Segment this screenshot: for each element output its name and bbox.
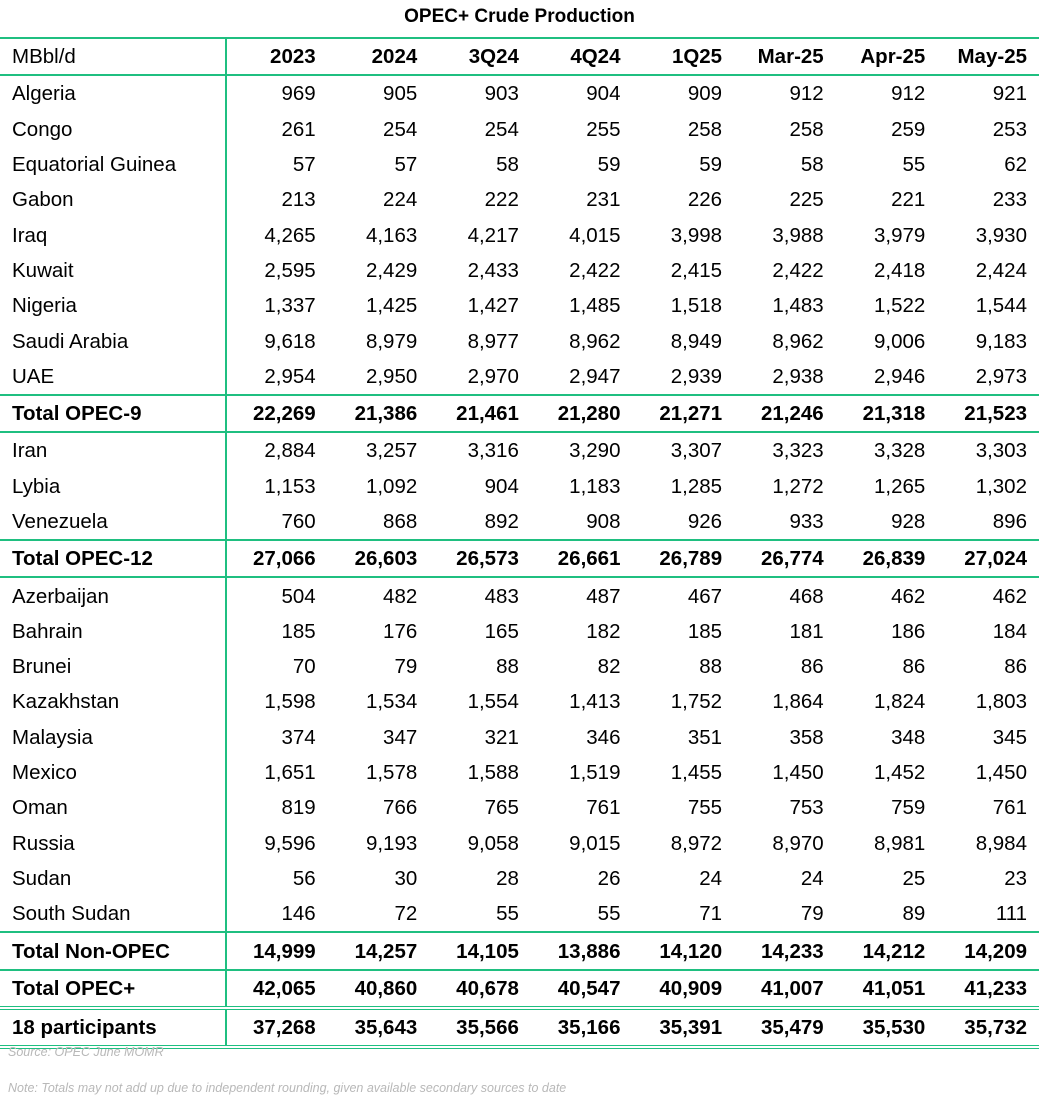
table-cell: 3,316 bbox=[467, 439, 519, 463]
table-row bbox=[0, 75, 1039, 111]
table-cell: 1,413 bbox=[569, 690, 621, 714]
table-cell: 1,450 bbox=[772, 761, 824, 785]
table-row bbox=[0, 826, 1039, 861]
table-cell: 181 bbox=[789, 619, 824, 643]
table-cell: 26,603 bbox=[328, 540, 430, 577]
table-cell: 819 bbox=[281, 796, 316, 820]
table-cell: 14,233 bbox=[734, 932, 836, 969]
table-cell: 35,643 bbox=[328, 1008, 430, 1047]
table-cell: 86 bbox=[1004, 655, 1027, 679]
table-cell: 462 bbox=[992, 584, 1027, 608]
row-label: Iraq bbox=[0, 217, 226, 252]
table-cell: 8,981 bbox=[874, 831, 926, 855]
table-row bbox=[0, 469, 1039, 504]
table-cell: 1,534 bbox=[365, 690, 418, 714]
table-cell: 1,450 bbox=[975, 761, 1027, 785]
row-label: 18 participants bbox=[0, 1008, 226, 1047]
table-title: OPEC+ Crude Production bbox=[404, 6, 635, 27]
table-cell: 254 bbox=[484, 117, 519, 141]
table-cell: 184 bbox=[992, 619, 1027, 643]
table-cell: 1,092 bbox=[365, 474, 418, 498]
table-cell: 1,272 bbox=[772, 474, 824, 498]
table-cell: 2,433 bbox=[467, 258, 519, 282]
table-cell: 928 bbox=[891, 510, 926, 533]
table-cell: 14,212 bbox=[836, 932, 938, 969]
table-cell: 1,824 bbox=[874, 690, 926, 714]
table-cell: 22,269 bbox=[226, 395, 328, 432]
table-cell: 1,455 bbox=[670, 761, 723, 785]
table-cell: 468 bbox=[789, 584, 824, 608]
table-cell: 9,183 bbox=[975, 329, 1027, 353]
table-cell: 1,803 bbox=[975, 690, 1027, 714]
footnote: Note: Totals may not add up due to independent rounding, given available secondary sources to date bbox=[8, 1081, 567, 1095]
table-cell: 1,544 bbox=[975, 294, 1027, 318]
table-cell: 261 bbox=[281, 117, 316, 141]
table-cell: 1,522 bbox=[874, 294, 926, 318]
table-cell: 2,947 bbox=[569, 364, 621, 388]
row-label: Azerbaijan bbox=[0, 577, 226, 613]
table-cell: 57 bbox=[292, 153, 316, 177]
table-cell: 1,427 bbox=[467, 294, 519, 318]
table-cell: 1,265 bbox=[874, 474, 926, 498]
table-cell: 13,886 bbox=[531, 932, 633, 969]
table-cell: 8,962 bbox=[569, 329, 621, 353]
production-table bbox=[0, 37, 1039, 1049]
table-cell: 26 bbox=[597, 866, 621, 890]
table-cell: 79 bbox=[394, 655, 418, 679]
table-cell: 35,530 bbox=[836, 1008, 938, 1047]
row-label: Russia bbox=[0, 826, 226, 861]
table-cell: 58 bbox=[800, 153, 824, 177]
table-cell: 82 bbox=[597, 655, 621, 679]
table-cell: 259 bbox=[891, 117, 926, 141]
table-cell: 2,595 bbox=[264, 258, 316, 282]
table-cell: 3,323 bbox=[772, 439, 824, 463]
table-cell: 3,307 bbox=[670, 439, 723, 463]
table-cell: 40,547 bbox=[531, 970, 633, 1008]
column-header: May-25 bbox=[937, 38, 1039, 75]
table-cell: 1,483 bbox=[772, 294, 824, 318]
row-label: Brunei bbox=[0, 649, 226, 684]
table-cell: 3,979 bbox=[874, 223, 926, 247]
table-cell: 3,257 bbox=[365, 439, 418, 463]
table-cell: 2,422 bbox=[569, 258, 621, 282]
table-cell: 9,015 bbox=[569, 831, 621, 855]
table-cell: 351 bbox=[687, 725, 723, 749]
table-cell: 2,970 bbox=[467, 364, 519, 388]
total-row bbox=[0, 1008, 1039, 1047]
table-cell: 40,860 bbox=[328, 970, 430, 1008]
table-cell: 348 bbox=[891, 725, 926, 749]
table-cell: 9,193 bbox=[365, 831, 418, 855]
table-cell: 35,479 bbox=[734, 1008, 836, 1047]
table-row bbox=[0, 112, 1039, 147]
table-cell: 26,573 bbox=[429, 540, 531, 577]
table-cell: 14,257 bbox=[328, 932, 430, 969]
table-cell: 904 bbox=[586, 82, 621, 106]
table-cell: 912 bbox=[789, 82, 824, 106]
table-cell: 86 bbox=[902, 655, 926, 679]
table-cell: 35,166 bbox=[531, 1008, 633, 1047]
table-row bbox=[0, 217, 1039, 252]
table-cell: 72 bbox=[394, 902, 418, 926]
table-cell: 27,024 bbox=[937, 540, 1039, 577]
table-cell: 41,233 bbox=[937, 970, 1039, 1008]
row-label: Oman bbox=[0, 790, 226, 825]
table-row bbox=[0, 504, 1039, 540]
table-cell: 71 bbox=[699, 902, 723, 926]
table-row bbox=[0, 684, 1039, 719]
table-cell: 24 bbox=[800, 866, 824, 890]
table-row bbox=[0, 790, 1039, 825]
table-cell: 37,268 bbox=[226, 1008, 328, 1047]
table-cell: 347 bbox=[383, 725, 418, 749]
table-cell: 3,290 bbox=[569, 439, 621, 463]
table-cell: 1,519 bbox=[569, 761, 621, 785]
table-cell: 1,651 bbox=[264, 761, 316, 785]
table-row bbox=[0, 288, 1039, 323]
table-cell: 487 bbox=[586, 584, 621, 608]
table-cell: 892 bbox=[484, 510, 519, 533]
table-cell: 185 bbox=[687, 619, 723, 643]
table-cell: 57 bbox=[394, 153, 418, 177]
table-cell: 224 bbox=[383, 188, 418, 212]
table-cell: 759 bbox=[891, 796, 926, 820]
table-cell: 462 bbox=[891, 584, 926, 608]
column-header: 3Q24 bbox=[429, 38, 531, 75]
table-cell: 969 bbox=[281, 82, 316, 106]
table-cell: 8,984 bbox=[975, 831, 1027, 855]
table-cell: 58 bbox=[496, 153, 519, 177]
row-label: Equatorial Guinea bbox=[0, 147, 226, 182]
table-cell: 226 bbox=[687, 188, 723, 212]
table-cell: 221 bbox=[891, 188, 926, 212]
table-cell: 9,006 bbox=[874, 329, 926, 353]
table-row bbox=[0, 432, 1039, 468]
table-cell: 24 bbox=[699, 866, 723, 890]
table-cell: 35,732 bbox=[937, 1008, 1039, 1047]
table-cell: 176 bbox=[383, 619, 418, 643]
table-cell: 4,015 bbox=[569, 223, 621, 247]
table-cell: 896 bbox=[992, 510, 1027, 533]
table-cell: 2,424 bbox=[975, 258, 1027, 282]
column-header: 2023 bbox=[226, 38, 328, 75]
table-cell: 56 bbox=[292, 866, 316, 890]
table-cell: 1,554 bbox=[467, 690, 519, 714]
table-cell: 21,318 bbox=[836, 395, 938, 432]
table-cell: 21,246 bbox=[734, 395, 836, 432]
column-header: 1Q25 bbox=[632, 38, 734, 75]
table-cell: 42,065 bbox=[226, 970, 328, 1008]
table-cell: 760 bbox=[281, 510, 316, 533]
table-cell: 21,523 bbox=[937, 395, 1039, 432]
table-cell: 213 bbox=[281, 188, 316, 212]
table-row bbox=[0, 182, 1039, 217]
table-cell: 70 bbox=[292, 655, 316, 679]
row-label: Kuwait bbox=[0, 253, 226, 288]
table-cell: 55 bbox=[597, 902, 621, 926]
table-cell: 35,391 bbox=[632, 1008, 734, 1047]
table-cell: 258 bbox=[789, 117, 824, 141]
table-cell: 504 bbox=[281, 584, 316, 608]
table-cell: 321 bbox=[484, 725, 519, 749]
column-header: Apr-25 bbox=[836, 38, 938, 75]
table-row bbox=[0, 720, 1039, 755]
table-cell: 1,588 bbox=[467, 761, 519, 785]
table-cell: 26,839 bbox=[836, 540, 938, 577]
table-cell: 1,337 bbox=[264, 294, 316, 318]
table-cell: 111 bbox=[995, 902, 1027, 926]
table-cell: 25 bbox=[902, 866, 926, 890]
table-cell: 89 bbox=[902, 902, 926, 926]
row-label: Mexico bbox=[0, 755, 226, 790]
table-cell: 26,661 bbox=[531, 540, 633, 577]
table-cell: 21,271 bbox=[632, 395, 734, 432]
table-row bbox=[0, 649, 1039, 684]
table-cell: 4,163 bbox=[365, 223, 418, 247]
row-label: UAE bbox=[0, 359, 226, 395]
table-cell: 28 bbox=[496, 866, 519, 890]
table-cell: 88 bbox=[699, 655, 723, 679]
table-cell: 26,774 bbox=[734, 540, 836, 577]
table-cell: 14,999 bbox=[226, 932, 328, 969]
table-cell: 755 bbox=[687, 796, 723, 820]
table-cell: 766 bbox=[383, 796, 418, 820]
table-cell: 921 bbox=[992, 82, 1027, 106]
table-cell: 9,058 bbox=[467, 831, 519, 855]
table-cell: 345 bbox=[992, 725, 1027, 749]
table-cell: 2,954 bbox=[264, 364, 316, 388]
table-cell: 253 bbox=[992, 117, 1027, 141]
table-cell: 904 bbox=[484, 474, 519, 498]
table-cell: 35,566 bbox=[429, 1008, 531, 1047]
table-cell: 2,938 bbox=[772, 364, 824, 388]
column-header: 4Q24 bbox=[531, 38, 633, 75]
table-cell: 40,678 bbox=[429, 970, 531, 1008]
table-cell: 3,998 bbox=[670, 223, 723, 247]
table-cell: 908 bbox=[586, 510, 621, 533]
table-cell: 2,418 bbox=[874, 258, 926, 282]
table-row bbox=[0, 253, 1039, 288]
table-cell: 14,209 bbox=[937, 932, 1039, 969]
total-row bbox=[0, 970, 1039, 1008]
table-cell: 2,422 bbox=[772, 258, 824, 282]
table-cell: 483 bbox=[484, 584, 519, 608]
table-cell: 467 bbox=[687, 584, 723, 608]
row-label: Venezuela bbox=[0, 504, 226, 540]
table-cell: 1,285 bbox=[670, 474, 723, 498]
row-label: Malaysia bbox=[0, 720, 226, 755]
table-cell: 9,618 bbox=[264, 329, 316, 353]
table-cell: 59 bbox=[597, 153, 621, 177]
table-cell: 905 bbox=[383, 82, 418, 106]
table-cell: 254 bbox=[383, 117, 418, 141]
table-cell: 40,909 bbox=[632, 970, 734, 1008]
table-cell: 374 bbox=[281, 725, 316, 749]
table-cell: 8,949 bbox=[670, 329, 723, 353]
column-header: 2024 bbox=[328, 38, 430, 75]
total-row bbox=[0, 932, 1039, 969]
table-cell: 868 bbox=[383, 510, 418, 533]
table-cell: 86 bbox=[800, 655, 824, 679]
table-cell: 27,066 bbox=[226, 540, 328, 577]
table-cell: 1,485 bbox=[569, 294, 621, 318]
table-cell: 1,452 bbox=[874, 761, 926, 785]
table-cell: 2,429 bbox=[365, 258, 418, 282]
table-cell: 933 bbox=[789, 510, 824, 533]
table-cell: 2,973 bbox=[975, 364, 1027, 388]
table-cell: 765 bbox=[484, 796, 519, 820]
row-label: Kazakhstan bbox=[0, 684, 226, 719]
table-cell: 8,979 bbox=[365, 329, 418, 353]
row-label: South Sudan bbox=[0, 896, 226, 932]
table-row bbox=[0, 896, 1039, 932]
total-row bbox=[0, 540, 1039, 577]
row-label: Gabon bbox=[0, 182, 226, 217]
table-row bbox=[0, 359, 1039, 395]
table-cell: 1,578 bbox=[365, 761, 418, 785]
row-label: Bahrain bbox=[0, 614, 226, 649]
table-cell: 8,962 bbox=[772, 329, 824, 353]
table-cell: 1,518 bbox=[670, 294, 723, 318]
table-cell: 26,789 bbox=[632, 540, 734, 577]
table-cell: 59 bbox=[699, 153, 723, 177]
table-cell: 2,946 bbox=[874, 364, 926, 388]
row-label: Congo bbox=[0, 112, 226, 147]
row-label: Iran bbox=[0, 432, 226, 468]
table-cell: 14,120 bbox=[632, 932, 734, 969]
total-row bbox=[0, 395, 1039, 432]
table-cell: 23 bbox=[1004, 866, 1027, 890]
table-cell: 4,265 bbox=[264, 223, 316, 247]
table-cell: 62 bbox=[1004, 153, 1027, 177]
table-cell: 21,280 bbox=[531, 395, 633, 432]
table-row bbox=[0, 755, 1039, 790]
table-cell: 21,386 bbox=[328, 395, 430, 432]
table-cell: 2,939 bbox=[670, 364, 723, 388]
table-cell: 346 bbox=[586, 725, 621, 749]
row-label: Algeria bbox=[0, 75, 226, 111]
table-cell: 1,752 bbox=[670, 690, 723, 714]
table-cell: 146 bbox=[281, 902, 316, 926]
table-cell: 9,596 bbox=[264, 831, 316, 855]
table-cell: 358 bbox=[789, 725, 824, 749]
table-cell: 30 bbox=[394, 866, 418, 890]
row-label: Saudi Arabia bbox=[0, 323, 226, 358]
table-cell: 912 bbox=[891, 82, 926, 106]
table-cell: 165 bbox=[484, 619, 519, 643]
table-cell: 1,183 bbox=[569, 474, 621, 498]
row-label: Total OPEC-12 bbox=[0, 540, 226, 577]
table-cell: 185 bbox=[281, 619, 316, 643]
table-cell: 761 bbox=[992, 796, 1027, 820]
table-row bbox=[0, 614, 1039, 649]
table-cell: 182 bbox=[586, 619, 621, 643]
table-cell: 55 bbox=[496, 902, 519, 926]
row-label: Nigeria bbox=[0, 288, 226, 323]
table-cell: 4,217 bbox=[467, 223, 519, 247]
table-cell: 3,930 bbox=[975, 223, 1027, 247]
header-row bbox=[0, 38, 1039, 75]
table-cell: 2,884 bbox=[264, 439, 316, 463]
table-cell: 3,328 bbox=[874, 439, 926, 463]
table-cell: 258 bbox=[687, 117, 723, 141]
table-cell: 1,153 bbox=[264, 474, 316, 498]
table-cell: 233 bbox=[992, 188, 1027, 212]
table-cell: 55 bbox=[902, 153, 926, 177]
table-cell: 482 bbox=[383, 584, 418, 608]
table-cell: 909 bbox=[687, 82, 723, 106]
table-row bbox=[0, 323, 1039, 358]
row-label: Total Non-OPEC bbox=[0, 932, 226, 969]
table-cell: 2,415 bbox=[670, 258, 723, 282]
table-cell: 2,950 bbox=[365, 364, 418, 388]
table-cell: 14,105 bbox=[429, 932, 531, 969]
table-cell: 753 bbox=[789, 796, 824, 820]
table-cell: 1,302 bbox=[975, 474, 1027, 498]
unit-header: MBbl/d bbox=[0, 38, 226, 75]
table-cell: 88 bbox=[496, 655, 519, 679]
table-cell: 231 bbox=[586, 188, 621, 212]
table-cell: 222 bbox=[484, 188, 519, 212]
table-row bbox=[0, 861, 1039, 896]
row-label: Lybia bbox=[0, 469, 226, 504]
table-cell: 8,972 bbox=[670, 831, 723, 855]
table-cell: 8,970 bbox=[772, 831, 824, 855]
row-label: Total OPEC+ bbox=[0, 970, 226, 1008]
table-cell: 761 bbox=[586, 796, 621, 820]
row-label: Sudan bbox=[0, 861, 226, 896]
table-cell: 3,303 bbox=[975, 439, 1027, 463]
row-label: Total OPEC-9 bbox=[0, 395, 226, 432]
table-cell: 79 bbox=[800, 902, 824, 926]
source-note: Source: OPEC June MOMR bbox=[8, 1045, 164, 1059]
table-cell: 8,977 bbox=[467, 329, 519, 353]
table-cell: 3,988 bbox=[772, 223, 824, 247]
table-row bbox=[0, 577, 1039, 613]
table-cell: 926 bbox=[687, 510, 723, 533]
table-row bbox=[0, 147, 1039, 182]
table-cell: 1,425 bbox=[365, 294, 418, 318]
table-cell: 255 bbox=[586, 117, 621, 141]
table-cell: 186 bbox=[891, 619, 926, 643]
table-cell: 903 bbox=[484, 82, 519, 106]
column-header: Mar-25 bbox=[734, 38, 836, 75]
table-cell: 41,051 bbox=[836, 970, 938, 1008]
table-cell: 1,864 bbox=[772, 690, 824, 714]
table-cell: 21,461 bbox=[429, 395, 531, 432]
table-cell: 1,598 bbox=[264, 690, 316, 714]
table-cell: 41,007 bbox=[734, 970, 836, 1008]
table-cell: 225 bbox=[789, 188, 824, 212]
